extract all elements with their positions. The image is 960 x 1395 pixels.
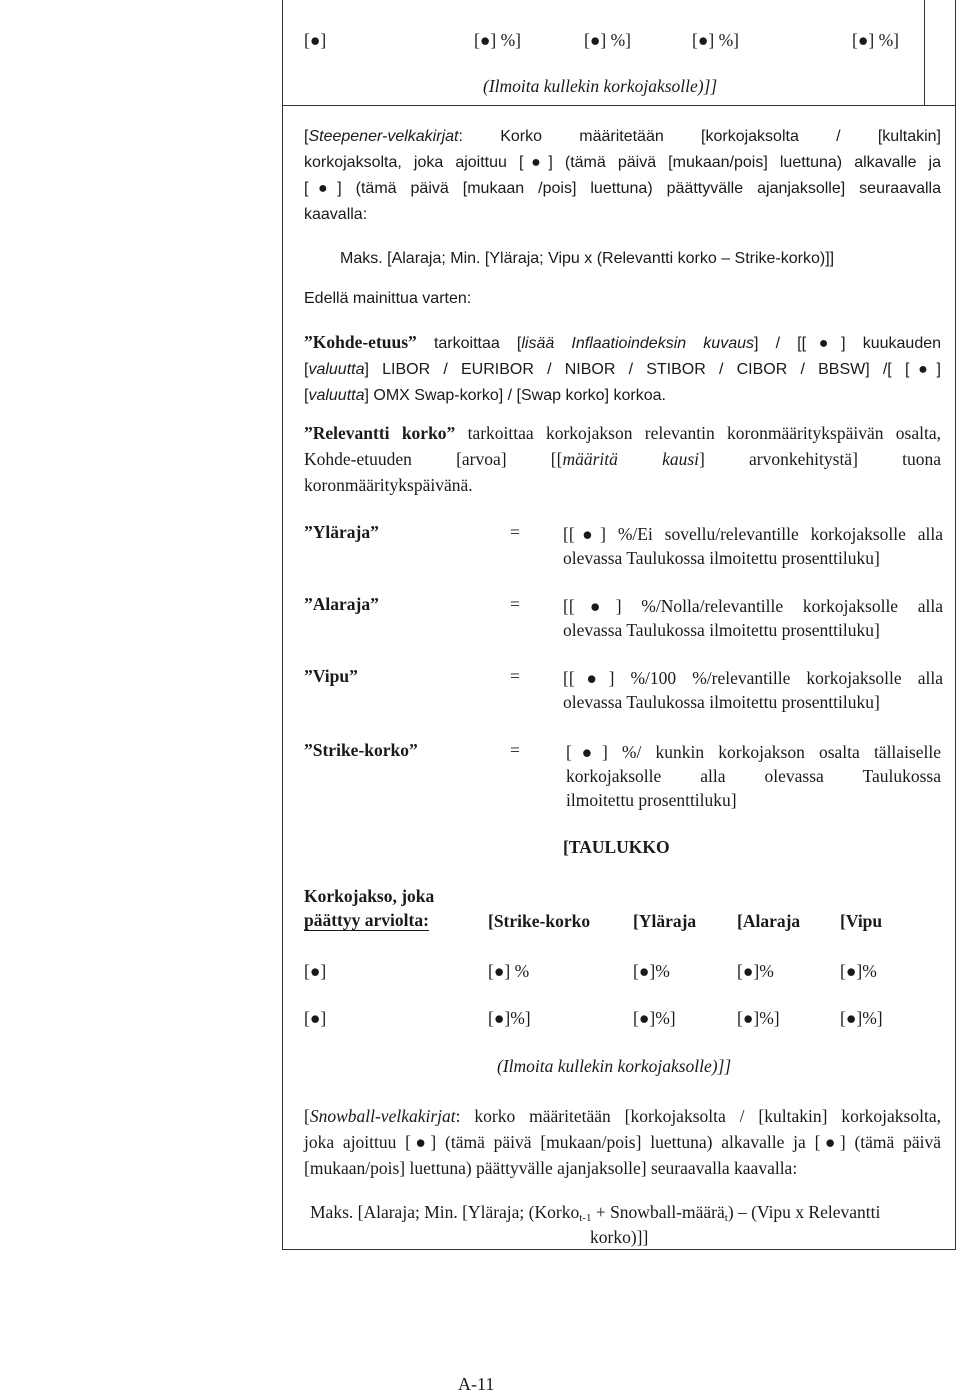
definition-equals: = bbox=[510, 740, 520, 760]
taulukko-cell: [●]%] bbox=[737, 1008, 780, 1028]
taulukko-header-vipu: [Vipu bbox=[840, 911, 883, 931]
steepener-paragraph bbox=[304, 124, 941, 228]
relevantti-term: ”Relevantti korko” bbox=[304, 423, 456, 443]
taulukko-cell: [●]%] bbox=[633, 1008, 676, 1028]
definition-name-vipu: ”Vipu” bbox=[304, 666, 358, 686]
top-row-cell-1: [●] %] bbox=[474, 30, 522, 50]
kohde-term: ”Kohde-etuus” bbox=[304, 332, 417, 352]
taulukko-col-period-line1: Korkojakso, joka bbox=[304, 886, 435, 906]
taulukko-cell: [●]% bbox=[633, 961, 670, 981]
steepener-line-2: korkojaksolta, joka ajoittuu [●] (tämä päivä [mukaan/pois] luettuna) alkavalle ja bbox=[304, 154, 941, 171]
steepener-title: Steepener-velkakirjat bbox=[308, 128, 459, 145]
steepener-intro: Edellä mainittua varten: bbox=[304, 290, 472, 307]
taulukko-cell: [●] bbox=[304, 1008, 327, 1028]
snowball-formula-line2: korko)]] bbox=[590, 1227, 649, 1247]
relevantti-korko-definition bbox=[304, 420, 941, 498]
taulukko-cell: [●]% bbox=[737, 961, 774, 981]
kohde-line-1: ”Kohde-etuus” tarkoittaa [lisää Inflaatioindeksin kuvaus] / [[●] kuukauden bbox=[304, 332, 942, 352]
steepener-line-4: kaavalla: bbox=[304, 206, 368, 223]
taulukko-heading: [TAULUKKO bbox=[563, 837, 670, 857]
snowball-line-2: joka ajoittuu [●] (tämä päivä [mukaan/pois] luettuna) alkavalle ja [●] (tämä päivä bbox=[304, 1132, 941, 1152]
relevantti-line-3: koronmääritykspäivänä. bbox=[304, 475, 473, 495]
top-row-cell-2: [●] %] bbox=[584, 30, 632, 50]
definition-value-alaraja: [[●] %/Nolla/relevantille korkojaksolle alla olevassa Taulukossa ilmoitettu prosenttiluku] bbox=[563, 596, 943, 640]
taulukko-header-alaraja: [Alaraja bbox=[737, 911, 801, 931]
table-border-inner bbox=[924, 0, 925, 105]
taulukko-header-strike: [Strike-korko bbox=[488, 911, 591, 931]
taulukko-cell: [●]%] bbox=[488, 1008, 531, 1028]
taulukko-cell: [●] bbox=[304, 961, 327, 981]
relevantti-line-2: Kohde-etuuden [arvoa] [[määritä kausi] arvonkehitystä] tuona bbox=[304, 449, 941, 469]
taulukko-cell: [●]% bbox=[840, 961, 877, 981]
relevantti-line-1: ”Relevantti korko” tarkoittaa korkojakson relevantin koronmääritykspäivän osalta, bbox=[304, 423, 941, 443]
snowball-line-1: [Snowball-velkakirjat: korko määritetään [korkojaksolta / [kultakin] korkojaksolta, bbox=[304, 1106, 941, 1126]
snowball-formula-line1: Maks. [Alaraja; Min. [Yläraja; (Korko$_{t-1}$ + Snowball-määrä$_t$) – (Vipu x Relevantti bbox=[310, 1202, 881, 1224]
top-row-cell-period: [●] bbox=[304, 30, 327, 50]
table-border-bottom bbox=[282, 1249, 956, 1250]
page-number: A-11 bbox=[458, 1374, 495, 1394]
table-border-right bbox=[955, 0, 956, 1250]
definition-value-strike-korko: [●] %/ kunkin korkojakson osalta tällaiselle korkojaksolle alla olevassa Taulukossa ilmoitettu prosenttiluku] bbox=[566, 742, 941, 810]
definition-value-ylaraja: [[●] %/Ei sovellu/relevantille korkojaksolle alla olevassa Taulukossa ilmoitettu prosenttiluku] bbox=[563, 524, 943, 568]
definition-equals: = bbox=[510, 666, 520, 686]
taulukko-cell: [●] % bbox=[488, 961, 530, 981]
snowball-line-3: [mukaan/pois] luettuna) päättyvälle ajanjaksolle] seuraavalla kaavalla: bbox=[304, 1158, 798, 1178]
kohde-line-3: [valuutta] OMX Swap-korko] / [Swap korko] korkoa. bbox=[304, 387, 666, 404]
kohde-line-2: [valuutta] LIBOR / EURIBOR / NIBOR / STIBOR / CIBOR / BBSW] /[ [●] bbox=[304, 361, 941, 378]
taulukko-note: (Ilmoita kullekin korkojaksolle)]] bbox=[497, 1056, 732, 1076]
steepener-line-3: [●] (tämä päivä [mukaan /pois] luettuna) päättyvälle ajanjaksolle] seuraavalla bbox=[304, 180, 941, 197]
definition-value-vipu: [[●] %/100 %/relevantille korkojaksolle alla olevassa Taulukossa ilmoitettu prosenttiluku] bbox=[563, 668, 943, 712]
taulukko-header-ylaraja: [Yläraja bbox=[633, 911, 697, 931]
taulukko-cell: [●]%] bbox=[840, 1008, 883, 1028]
definition-name-strike-korko: ”Strike-korko” bbox=[304, 740, 418, 760]
top-row-cell-4: [●] %] bbox=[852, 30, 900, 50]
definition-name-ylaraja: ”Yläraja” bbox=[304, 522, 379, 542]
kohde-etuus-definition bbox=[304, 329, 941, 409]
taulukko-col-period-line2: päättyy arviolta: bbox=[304, 910, 429, 930]
definition-name-alaraja: ”Alaraja” bbox=[304, 594, 379, 614]
definition-equals: = bbox=[510, 522, 520, 542]
top-row-cell-3: [●] %] bbox=[692, 30, 740, 50]
table-row-divider bbox=[282, 105, 956, 106]
snowball-title: Snowball-velkakirjat bbox=[309, 1106, 456, 1126]
definition-equals: = bbox=[510, 594, 520, 614]
table-border-left bbox=[282, 0, 283, 1250]
steepener-line-1: [Steepener-velkakirjat: Korko määritetään [korkojaksolta / [kultakin] bbox=[304, 128, 941, 145]
snowball-paragraph bbox=[304, 1103, 941, 1181]
top-table-note: (Ilmoita kullekin korkojaksolle)]] bbox=[483, 76, 718, 96]
steepener-formula: Maks. [Alaraja; Min. [Yläraja; Vipu x (Relevantti korko – Strike-korko)]] bbox=[340, 250, 835, 267]
